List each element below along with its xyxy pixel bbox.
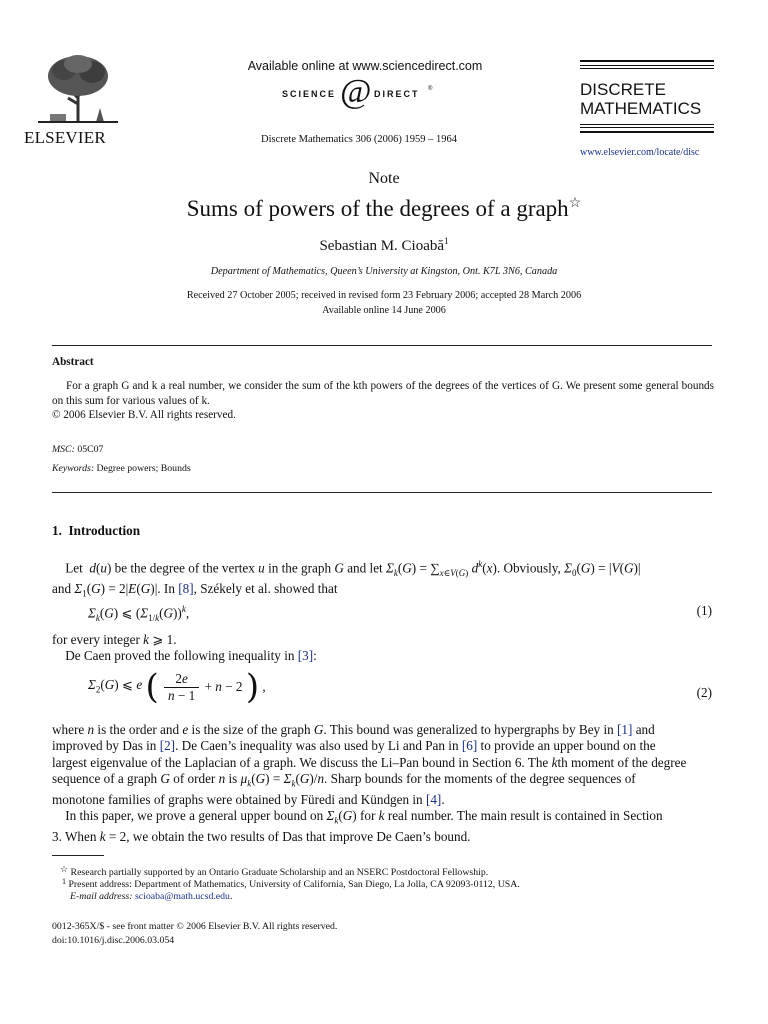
author-name: Sebastian M. Cioabă$^1$ bbox=[319, 236, 449, 254]
ref-4-link[interactable]: [4] bbox=[425, 791, 442, 807]
author-affiliation: Department of Mathematics, Queen’s University at Kingston, Ont. K7L 3N6, Canada bbox=[210, 266, 558, 277]
footnote-email: E-mail address: scioaba@math.ucsd.edu. bbox=[70, 891, 233, 902]
journal-brand bbox=[580, 60, 714, 133]
issn-line: 0012-365X/$ - see front matter © 2006 Elsevier B.V. All rights reserved. bbox=[52, 921, 338, 932]
abstract-body bbox=[52, 379, 714, 423]
abstract-text: For a graph G and k a real number, we consider the sum of the kth powers of the degrees of the vertices of G. We present some general bounds on this sum for various values of k. bbox=[52, 380, 714, 407]
available-date: Available online 14 June 2006 bbox=[322, 305, 446, 316]
elsevier-tree-icon bbox=[38, 52, 118, 124]
article-title-text: Sums of powers of the degrees of a graph bbox=[186, 196, 569, 221]
publisher-name: ELSEVIER bbox=[24, 128, 106, 147]
msc-line: MSC: 05C07 bbox=[52, 444, 104, 455]
sciencedirect-at-icon: @ bbox=[340, 73, 372, 110]
journal-title-line1: DISCRETE bbox=[580, 80, 666, 99]
article-title bbox=[84, 195, 684, 222]
abstract-copyright: © 2006 Elsevier B.V. All rights reserved. bbox=[52, 409, 236, 421]
abstract-heading: Abstract bbox=[52, 356, 94, 368]
sciencedirect-mark: ® bbox=[428, 86, 433, 92]
sciencedirect-left: SCIENCE bbox=[282, 89, 337, 99]
footnote-1: $^1$ Present address: Department of Mathematics, University of California, San Diego, La Jolla, CA 92093-0112, USA. bbox=[62, 877, 520, 890]
intro-paragraph-2: for every integer k ⩾ 1. De Caen proved the following inequality in [3]: bbox=[52, 632, 317, 664]
journal-title-line2: MATHEMATICS bbox=[580, 99, 702, 118]
author-footnote-link[interactable]: 1 bbox=[444, 236, 449, 246]
keywords-line: Keywords: Degree powers; Bounds bbox=[52, 463, 191, 474]
footnote-rule bbox=[52, 855, 104, 856]
ref-1-link[interactable]: [1] bbox=[617, 722, 633, 737]
ref-6-link[interactable]: [6] bbox=[461, 738, 478, 754]
ref-2-link[interactable]: [2] bbox=[159, 738, 176, 754]
divider-bottom bbox=[52, 492, 712, 493]
journal-url-link[interactable]: www.elsevier.com/locate/disc bbox=[580, 147, 700, 158]
sciencedirect-logo bbox=[270, 73, 470, 111]
section-heading-introduction: 1. Introduction bbox=[52, 523, 141, 538]
author-email-link[interactable]: scioaba@math.ucsd.edu bbox=[134, 891, 230, 902]
equation-2-number: (2) bbox=[696, 685, 712, 700]
intro-paragraph-3: where n is the order and e is the size of the graph G. This bound was generalized to hypergraphs by Bey in [1] and improved by Das in [2]. De Caen’s inequality was also used by Li and Pan in [6] to provide an upper bound on the largest eigenvalue of the Laplacian of a graph. We discuss the Li–Pan bound in Section 6. The kth moment of the degree sequence of a graph G of order n is $\mu_k(G) = \Sigma_k(G)/n$. Sharp bounds for the moments of the degree sequences of monotone families of graphs were obtained by Füredi and Kündgen in [4]. In this paper, we prove a general upper bound on $\Sigma_k(G)$ for k real number. The main result is contained in Section 3. When k = 2, we obtain the two results of Das that improve De Caen’s bound. bbox=[52, 722, 687, 845]
ref-8-link[interactable]: [8] bbox=[178, 581, 194, 597]
journal-citation: Discrete Mathematics 306 (2006) 1959 – 1964 bbox=[261, 134, 457, 145]
equation-2: $\Sigma_2(G)$ ⩽ e ( $\frac{2e}{n - 1}$ + n − 2 ) , bbox=[88, 667, 266, 707]
divider-top bbox=[52, 345, 712, 346]
doi-line: doi:10.1016/j.disc.2006.03.054 bbox=[52, 935, 175, 946]
available-online: Available online at www.sciencedirect.com bbox=[247, 59, 483, 73]
article-type: Note bbox=[368, 170, 400, 187]
intro-paragraph-1: Let d(u) be the degree of the vertex u in the graph G and let $\Sigma_k(G) = \sum_{x\in V(G)}$ $d^k(x)$. Obviously, $\Sigma_0(G) = |V(G)|$ and $\Sigma_1(G) = 2|E(G)|$. In [8], Székely et al. showed that bbox=[52, 559, 641, 599]
sciencedirect-right: DIRECT bbox=[374, 89, 420, 99]
received-dates: Received 27 October 2005; received in revised form 23 February 2006; accepted 28 March 2006 bbox=[186, 290, 582, 301]
ref-3-link[interactable]: [3] bbox=[297, 648, 314, 664]
footnote-star: ☆ Research partially supported by an Ontario Graduate Scholarship and an NSERC Postdoctoral Fellowship. bbox=[60, 864, 489, 878]
elsevier-logo bbox=[24, 52, 134, 152]
equation-1: $\Sigma_k(G)$ ⩽ $(\Sigma_{1/k}(G))^k$, bbox=[88, 604, 190, 624]
title-footnote-star-link[interactable]: ☆ bbox=[568, 196, 582, 211]
equation-1-number: (1) bbox=[696, 603, 712, 618]
